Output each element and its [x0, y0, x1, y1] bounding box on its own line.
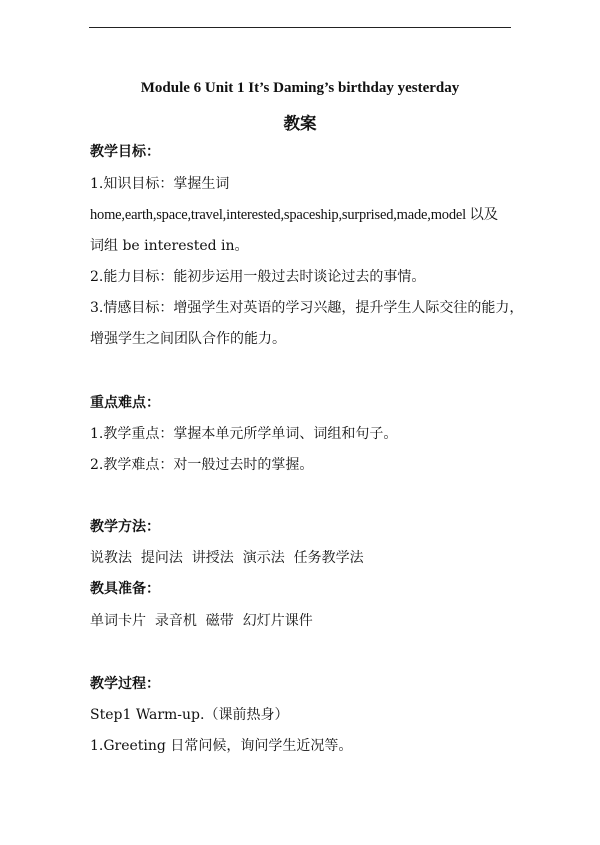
ability-objective: 2.能力目标：能初步运用一般过去时谈论过去的事情。: [90, 269, 426, 285]
process-heading: 教学过程：: [90, 676, 160, 692]
emotion-objective-line1: 3.情感目标：增强学生对英语的学习兴趣，提升学生人际交往的能力，: [90, 300, 524, 316]
phrase-line: 词组 be interested in。: [90, 238, 249, 254]
header-rule: [89, 27, 511, 28]
materials-text: 单词卡片 录音机 磁带 幻灯片课件: [90, 613, 313, 629]
vocabulary-line: home,earth,space,travel,interested,spaceship,surprised,made,model 以及: [90, 207, 498, 223]
materials-heading: 教具准备：: [90, 581, 160, 597]
document-title: Module 6 Unit 1 It’s Daming’s birthday yesterday: [140, 80, 460, 96]
objectives-heading: 教学目标：: [90, 144, 160, 160]
knowledge-objective: 1.知识目标：掌握生词: [90, 176, 230, 192]
teaching-difficulty: 2.教学难点：对一般过去时的掌握。: [90, 457, 314, 473]
key-points-heading: 重点难点：: [90, 395, 160, 411]
methods-text: 说教法 提问法 讲授法 演示法 任务教学法: [90, 550, 364, 566]
emotion-objective-line2: 增强学生之间团队合作的能力。: [90, 331, 286, 347]
teaching-focus: 1.教学重点：掌握本单元所学单词、词组和句子。: [90, 426, 398, 442]
step1-warm-up: Step1 Warm-up.（课前热身）: [90, 707, 289, 723]
methods-heading: 教学方法：: [90, 519, 160, 535]
document-subtitle: 教案: [283, 114, 317, 133]
greeting-step: 1.Greeting 日常问候，询问学生近况等。: [90, 738, 353, 754]
